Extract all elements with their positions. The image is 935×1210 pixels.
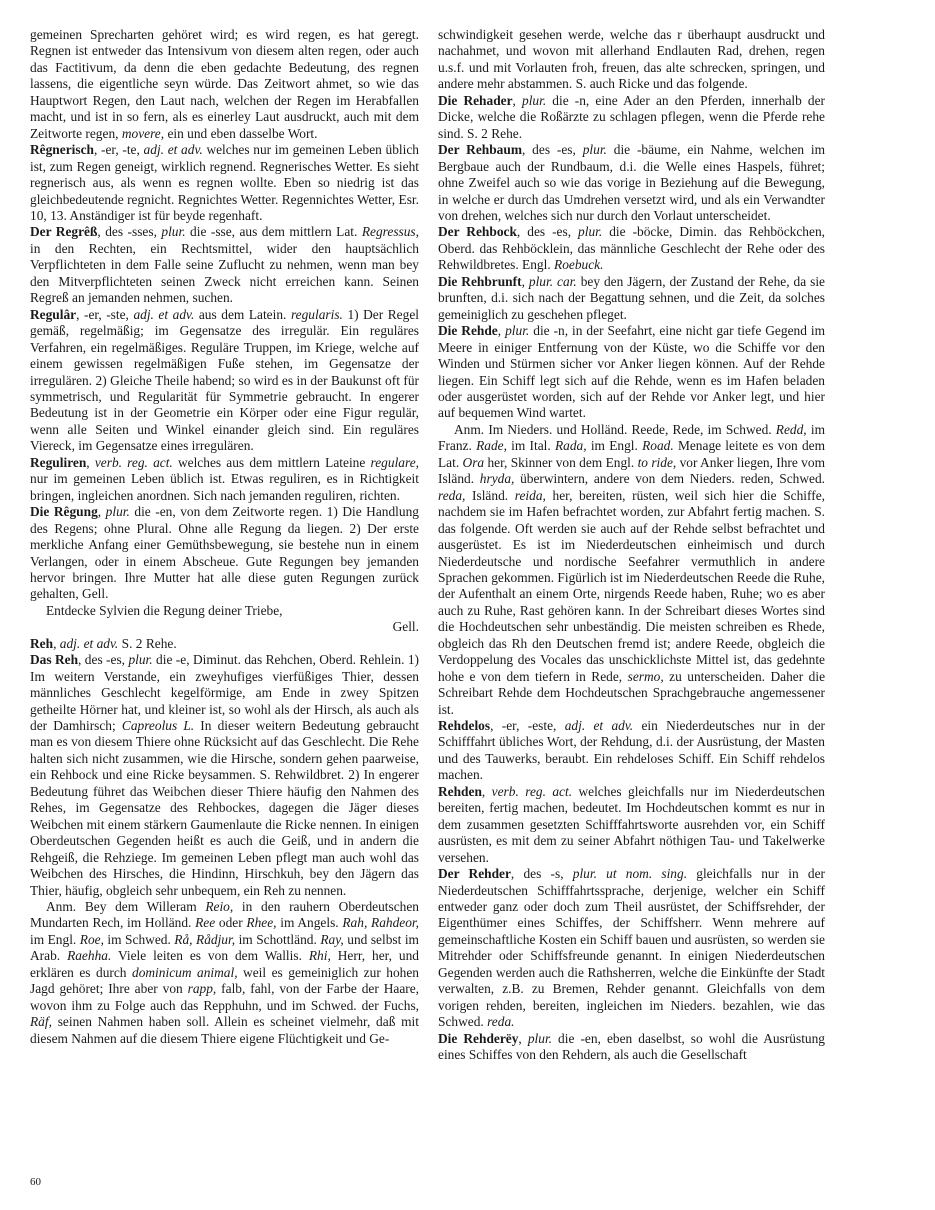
headword: Der Regrêß: [30, 224, 98, 240]
entry-text: oder: [215, 915, 247, 931]
italic-term: Ora: [462, 454, 485, 470]
italic-term: Räf,: [30, 1014, 52, 1030]
entry-text: ,: [86, 454, 95, 470]
entry-text: aus dem Latein.: [194, 306, 291, 322]
entry-text: Viele leiten es von dem Wallis.: [111, 948, 309, 964]
italic-term: adj. et adv.: [143, 142, 203, 158]
dictionary-entry: [30, 652, 419, 899]
entry-text: 1) Der Regel gemäß, regelmäßig; im Gegensatze des irregulär. Ein reguläres Verfahren, ein regelmäßiges. Reguläre Truppen, im Kriege, welche auf einem gewissen regelmäßigen Fuße stehen, im Gegensatze der irregulären. 2) Gleiche Theile habend; so wird es in der Baukunst oft für symmetrisch, und Regularität für Symmetrie gebraucht. In engerer Bedeutung ist in der Geometrie ein Körper oder eine Figur regulär, wenn alle Seiten und Winkel einander gleich sind. Ein reguläres Viereck, im Gegensatze eines irregulären.: [30, 306, 419, 454]
dictionary-entry: [30, 142, 419, 224]
entry-text: ein Niederdeutsches nur in der Schifffahrt übliches Wort, der Rehdung, d.i. der Ausrüstung, der Masten und des Tauwerks, beraubt. Ein rehdeloses Schiff. Ein Schiff rehdelos machen.: [438, 718, 825, 783]
dictionary-entry: [30, 636, 419, 652]
dictionary-entry: [438, 422, 825, 718]
entry-text: ,: [97, 504, 106, 520]
entry-text: gemeinen Sprecharten gehöret wird; es wird regen, es hat geregt. Regnen ist entweder das Intensivum von diesem alten regen, oder auch das Factitivum, da denn die eben gedachte Bedeutung, des regnen lassens, die eigentliche seyn würde. Das Zeitwort ahmet, so wie das Hauptwort Regen, den Laut nach, welchen der Regen im Herabfallen macht, und ist in so fern, als es einerley Laut ausdruckt, auch mit dem Zeitworte regen,: [30, 27, 419, 141]
left-column: [30, 27, 419, 1047]
entry-text: welches gleichfalls nur im Niederdeutschen bereiten, fertig machen, bedeutet. Im Hochdeutschen kommt es nur in dem zusammen gesetzten Schifffahrtsworte ausrehden vor, ein Schiff ausrüsten, es mit dem zu seiner Abfahrt nöthigen Tau- und Takelwerke versehen.: [438, 783, 825, 865]
entry-text: In dieser weitern Bedeutung gebraucht man es von diesem Thiere ohne Rücksicht auf das Geschlecht. Die Rehe halten sich nicht zusammen, wie die Hirsche, sondern gehen paarweise, ein Rehbock und eine Ricke beysammen. S. Rehwildbret. 2) In engerer Bedeutung führet das Weibchen dieser Thiere häufig den Nahmen des Rehes, im Gegensatze des Rehbockes, dagegen die Jäger dieses Weibchen mit einem stärkern Gaumenlaute die Ricke nennen. In einigen Oberdeutschen Gegenden heißt es auch die Geiß, und in andern die Rehgeiß, die Rehziege. Im gemeinen Leben pflegt man auch wohl das Weibchen des Hirsches, die Hindinn, Hirschkuh, bey den Jägern das Thier, häufig, obgleich sehr unbequem, ein Reh zu nennen.: [30, 718, 419, 898]
entry-text: bey den Jägern, der Zustand der Rehe, da sie brunften, d.i. sich nach der Begattung sehnen, und die Zeit, da solches gemeiniglich zu geschehen pfleget.: [438, 273, 825, 322]
entry-text: die -sse, aus dem mittlern Lat.: [185, 224, 362, 240]
italic-term: Ray,: [320, 931, 344, 947]
italic-term: Regressus,: [361, 224, 419, 240]
entry-text: Entdecke Sylvien die Regung deiner Triebe,: [46, 602, 283, 618]
italic-term: Redd,: [775, 421, 807, 437]
entry-text: zu unterscheiden. Daher die Schreibart Rehde dem Hochdeutschen Sprachgebrauche angemessener ist.: [438, 668, 826, 717]
headword: Der Rehbaum: [438, 142, 522, 158]
dictionary-entry: [438, 142, 825, 224]
entry-text: die -n, eine Ader an den Pferden, innerhalb der Dicke, welche die Roßärzte zu schlagen pflegen, wenn die Pferde rehe sind. S. 2 Rehe.: [438, 92, 826, 141]
dictionary-entry: [30, 619, 419, 635]
italic-term: adj. et adv.: [133, 306, 195, 322]
italic-term: adj. et adv.: [59, 635, 119, 651]
italic-term: plur. ut nom. sing.: [572, 866, 688, 882]
entry-text: ,: [497, 323, 506, 339]
entry-text: die -n, in der Seefahrt, eine nicht gar tiefe Gegend im Meere in einiger Entfernung von der Küste, wo die Schiffe vor den Winden und Stürmen sicher vor Anker liegen können. Auf der Rehde liegen. Ein Schiff legt sich auf die Rehde, wenn es im Hafen beladen oder ausgerüstet worden, sich auf der Rehde vor Anker legt, und hier auf bequemen Wind wartet.: [438, 323, 826, 421]
italic-term: Roe,: [79, 931, 104, 947]
italic-term: Rah, Rahdeor,: [342, 915, 419, 931]
italic-term: Capreolus L.: [121, 718, 195, 734]
entry-text: ,: [512, 92, 523, 108]
italic-term: Raehha.: [67, 948, 112, 964]
italic-term: movere,: [121, 125, 165, 141]
dictionary-entry: [30, 224, 419, 306]
headword: Der Rehbock: [438, 224, 517, 240]
entry-text: Anm. Bey dem Willeram: [46, 899, 206, 915]
dictionary-entry: [30, 899, 419, 1047]
entry-text: im Franz.: [438, 421, 825, 454]
entry-text: im Ital.: [506, 438, 555, 454]
entry-text: ,: [521, 273, 529, 289]
italic-term: Rhee,: [246, 915, 277, 931]
italic-term: reda.: [487, 1014, 515, 1030]
headword: Die Rehbrunft: [438, 273, 522, 289]
entry-text: Gell.: [392, 619, 419, 635]
entry-text: ein und eben dasselbe Wort.: [164, 125, 318, 141]
headword: Rehdelos: [438, 718, 491, 734]
dictionary-entry: [30, 603, 419, 619]
headword: Die Rehader: [438, 92, 513, 108]
italic-term: adj. et adv.: [564, 718, 634, 734]
entry-text: ,: [518, 1030, 528, 1046]
entry-text: , des -es,: [78, 652, 129, 668]
headword: Reguliren: [30, 454, 87, 470]
dictionary-entry: [438, 224, 825, 273]
dictionary-entry: [438, 323, 825, 422]
entry-text: die -en, von dem Zeitworte regen. 1) Die Handlung des Regens; ohne Plural. Ohne alle Regung da liegen. 2) Der erste merkliche Anfang einer Gemüthsbewegung, sie bestehe nun in einem Verlangen, oder in einem Abscheue. Gute Regungen bey jemanden hervor bringen. Ihre Mutter hat alle diese guten Regungen zurück gehalten, Gell.: [30, 504, 419, 602]
entry-text: Herr, her, und erklären es durch: [30, 948, 419, 980]
italic-term: plur.: [578, 224, 603, 240]
italic-term: Rå, Rådjur,: [174, 931, 236, 947]
entry-text: , -er, -te,: [93, 142, 144, 158]
headword: Die Rehderëy: [438, 1030, 519, 1046]
entry-text: welches nur im gemeinen Leben üblich ist, zum Regen geneigt, wirklich regnend. Regnerisches Wetter. Es sieht regnerisch aus, als wenn es regnen wollte. Eben so niedrig ist das gleichbedeutende regnicht. Regnichtes Wetter. Regennichtes Wetter, Esr. 10, 13. Anständiger ist für beyde regenhaft.: [30, 142, 419, 223]
entry-text: im Angels.: [276, 915, 343, 931]
dictionary-entry: [438, 866, 825, 1031]
entry-text: in den rauhern Oberdeutschen Mundarten Rech, im Holländ.: [30, 899, 419, 931]
italic-term: verb. reg. act.: [491, 783, 573, 799]
dictionary-entry: [30, 455, 419, 504]
headword: Das Reh: [30, 652, 79, 668]
dictionary-entry: [30, 504, 419, 603]
entry-text: , des -sses,: [97, 224, 162, 240]
entry-text: , -er, -ste,: [76, 306, 134, 322]
italic-term: plur.: [128, 652, 153, 668]
italic-term: plur.: [527, 1030, 553, 1046]
dictionary-entry: [438, 1031, 825, 1064]
italic-term: plur.: [505, 323, 530, 339]
dictionary-entry: [438, 784, 825, 866]
entry-text: nur im gemeinen Leben üblich ist. Etwas reguliren, es in Richtigkeit bringen, ingleichen anordnen. Sich nach jemanden reguliren, richten.: [30, 471, 419, 503]
entry-text: Anm. Im Nieders. und Holländ. Reede, Rede, im Schwed.: [454, 421, 776, 437]
italic-term: regulare,: [370, 454, 419, 470]
dictionary-entry: [30, 27, 419, 142]
entry-text: , des -s,: [510, 866, 573, 882]
italic-term: Rhi,: [308, 948, 331, 964]
entry-text: Isländ.: [465, 487, 515, 503]
entry-text: Menage leitete es von dem Lat.: [438, 438, 826, 470]
entry-text: weil es gemeiniglich zur hohen Jagd gehöret; Ihre aber von: [30, 964, 419, 997]
headword: Rehden: [438, 783, 482, 799]
entry-text: , des -es,: [521, 142, 583, 158]
dictionary-entry: [438, 274, 825, 323]
italic-term: hryda,: [479, 471, 515, 487]
headword: Regulâr: [30, 306, 77, 322]
entry-text: und selbst im Arab.: [30, 931, 419, 964]
dictionary-entry: [438, 718, 825, 784]
headword: Rêgnerisch: [30, 142, 94, 158]
entry-text: die -bäume, ein Nahme, welchen im Bergbaue auch der Rundbaum, d.i. die Welle eines Haspels, führet; ohne Zweifel auch so wie das vorige in Beziehung auf die Bewegung, in welche er durch das Umdrehen versetzt wird, und als ein Verwandter von drehen, welches sich nur durch den Vorlaut unterscheidet.: [438, 142, 826, 223]
entry-text: ,: [481, 783, 492, 799]
entry-text: die -e, Diminut. das Rehchen, Oberd. Rehlein. 1) Im weitern Verstande, ein zweyhufiges vierfüßiges Thier, dessen männliches Geschlecht kegelförmige, am Ende in zwey Spitzen getheilte Hörner hat, und kleiner ist, so wohl als der Hirsch, als auch als der Damhirsch;: [30, 652, 419, 734]
dictionary-entry: [30, 307, 419, 455]
entry-text: gleichfalls nur in der Niederdeutschen Schifffahrtssprache, derjenige, welcher ein Schiff entweder ganz oder doch zum Theil ausrüstet, der Schiffsrehder, der Eigenthümer eines Schiffes, der Schiffsherr. Wenn mehrere auf gemeinschaftliche Kosten ein Schiff bauen und ausrüsten, so werden sie Mitrehder oder Schiffsfreunde genannt. In einigen Niederdeutschen Gegenden werden auch die Rathsherren, welche die Einkünfte der Stadt verwalten, z.B. zu Bremen, Rehder genannt. Gleichfalls von dem vorigen rehden, bereiten, ingleichen im Nieders. bezahlen, wie das Schwed.: [438, 866, 825, 1030]
entry-text: die -en, eben daselbst, so wohl die Ausrüstung eines Schiffes von den Rehdern, als auch die Gesellschaft: [438, 1030, 825, 1063]
italic-term: plur.: [582, 142, 607, 158]
entry-text: ,: [53, 635, 60, 651]
italic-term: to ride,: [637, 454, 677, 470]
headword: Die Rêgung: [30, 504, 98, 520]
italic-term: reda,: [438, 487, 466, 503]
entry-text: überwintern, andere von dem Nieders. reden, Schwed.: [514, 471, 825, 487]
italic-term: regularis.: [290, 306, 343, 322]
italic-term: rapp,: [187, 981, 217, 997]
entry-text: in den Rechten, ein Rechtsmittel, wider den hauptsächlich Verpflichteten in dem Falle seine Zuflucht zu nehmen, wenn man bey den Mitverpflichteten seinen Zweck nicht erreichen kann. Seinen Regreß an jemanden nehmen, suchen.: [30, 240, 419, 306]
entry-text: im Schwed.: [103, 931, 175, 947]
italic-term: verb. reg. act.: [94, 454, 173, 470]
italic-term: Reio,: [205, 899, 234, 915]
italic-term: sermo,: [627, 668, 664, 684]
italic-term: Rada,: [554, 438, 587, 454]
entry-text: , -er, -este,: [490, 718, 565, 734]
entry-text: vor Anker liegen, Ihre vom Isländ.: [438, 454, 825, 487]
italic-term: Rade,: [476, 438, 507, 454]
entry-text: die -böcke, Dimin. das Rehböckchen, Oberd. das Rehböcklein, das männliche Geschlecht der Rehe oder des Rehwildbretes. Engl.: [438, 224, 825, 273]
dictionary-entry: [438, 27, 825, 93]
italic-term: reida,: [514, 487, 546, 503]
entry-text: her, Skinner von dem Engl.: [484, 454, 638, 470]
entry-text: im Engl.: [586, 438, 643, 454]
italic-term: plur.: [522, 92, 547, 108]
italic-term: plur.: [161, 224, 186, 240]
italic-term: Roebuck.: [554, 257, 604, 273]
entry-text: her, bereiten, rüsten, weil sich hier die Schiffe, nachdem sie im Hafen befrachtet worden, zur Abfahrt fertig machen. S. das folgende. Oft werden sie auch auf der Rehde selbst befrachtet und ausgerüstet. Es ist im Niederdeutschen einheimisch und durch Niederdeutsche und nordische Seefahrer vermuthlich in andere Sprachen gekommen. Figürlich ist im Niederdeutschen Reede die Ruhe, der Aufenthalt an einem Orte, nirgends Reede haben, Ruhe; wo es aber auch zu Ruhe, Rast gehören kann. In der Schreibart dieses Wortes sind die Hochdeutschen sehr unbeständig. Die meisten schreiben es Rhede, obgleich das Rh den Deutschen fremd ist; andere Reede, obgleich die Verdoppelung des Vocales das unschicklichste Mittel ist, das gedehnte hohe e von dem tiefern in Rede,: [438, 487, 825, 684]
entry-text: , des -es,: [516, 224, 579, 240]
entry-text: schwindigkeit gesehen werde, welche das r überhaupt ausdruckt und nachahmet, und wovon mit allerhand Endlauten Rad, drehen, regen u.s.f. und mit Vorlauten froh, freuen, das alte schrecken, springen, und andere mehr abstammen. S. auch Ricke und das folgende.: [438, 27, 825, 92]
italic-term: Ree: [195, 915, 216, 931]
headword: Der Rehder: [438, 866, 511, 882]
headword: Die Rehde: [438, 323, 498, 339]
entry-text: S. 2 Rehe.: [118, 635, 177, 651]
entry-text: im Schottländ.: [235, 931, 321, 947]
italic-term: Road.: [642, 438, 674, 454]
headword: Reh: [30, 635, 54, 651]
right-column: [438, 27, 825, 1064]
entry-text: seinen Nahmen haben soll. Allein es scheinet vielmehr, daß mit diesem Nahmen auf die diesem Thiere eigene Flüchtigkeit und Ge-: [30, 1014, 419, 1046]
dictionary-entry: [438, 93, 825, 142]
entry-text: welches aus dem mittlern Lateine: [172, 454, 371, 470]
italic-term: dominicum animal,: [132, 964, 238, 980]
italic-term: plur. car.: [528, 273, 577, 289]
entry-text: im Engl.: [30, 931, 80, 947]
entry-text: falb, fahl, von der Farbe der Haare, wovon ihm zu Folge auch das Repphuhn, und im Schwed. der Fuchs,: [30, 981, 420, 1013]
italic-term: plur.: [105, 504, 130, 520]
page-number: 60: [30, 1176, 41, 1188]
